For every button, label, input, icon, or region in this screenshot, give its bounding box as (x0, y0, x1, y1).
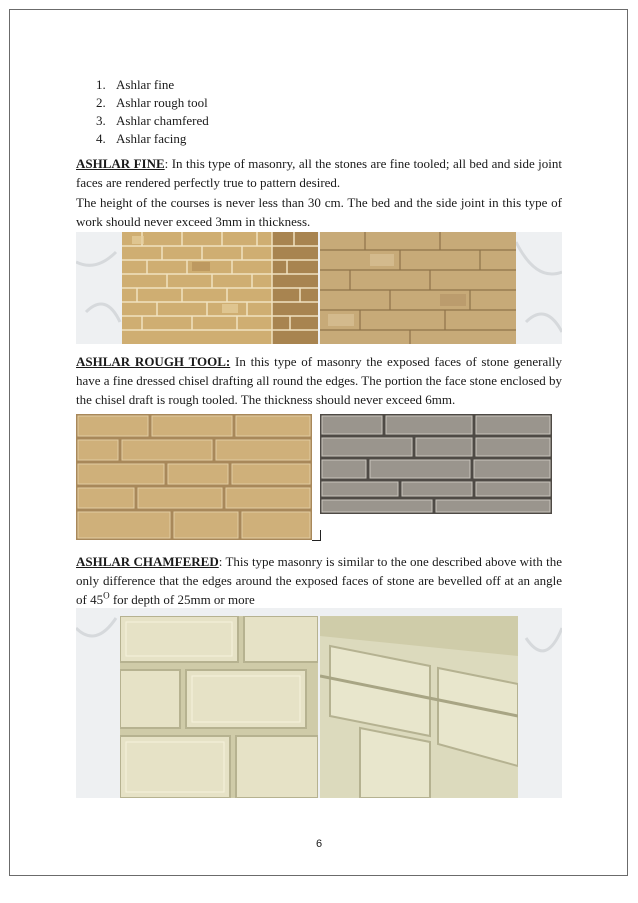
list-text: Ashlar facing (116, 131, 187, 146)
ashlar-rough-tool-photo-grey (320, 414, 552, 514)
list-text: Ashlar fine (116, 77, 175, 92)
list-number: 3. (96, 113, 106, 128)
ashlar-type-list (96, 76, 209, 148)
ashlar-chamfered-text-end: for depth of 25mm or more (109, 592, 255, 607)
ashlar-chamfered-image-band (76, 608, 562, 798)
list-number: 4. (96, 131, 106, 146)
list-number: 2. (96, 95, 106, 110)
degree-superscript: O (103, 590, 110, 601)
list-item (96, 94, 209, 112)
ashlar-fine-text: : In this type of masonry, all the stones are fine tooled; all bed and side joint faces are rendered perfectly true to pattern desired. (76, 156, 562, 190)
ashlar-fine-paragraph-2 (76, 193, 562, 231)
list-item (96, 112, 209, 130)
image-anchor-mark (312, 530, 321, 541)
ashlar-fine-image-band (76, 232, 562, 344)
ashlar-rough-tool-text: In this type of masonry the exposed faces of stone generally have a fine dressed chisel drafting all round the edges. The portion the face stone enclosed by the chisel draft is rough tooled. The thickness should never exceed 6mm. (76, 354, 563, 407)
ashlar-rough-tool-paragraph (76, 352, 562, 409)
ashlar-fine-photo-wall (320, 232, 516, 344)
ashlar-fine-photo-corner (122, 232, 318, 344)
ashlar-fine-text-2: The height of the courses is never less than 30 cm. The bed and the side joint in this type of work should never exceed 3mm in thickness. (76, 195, 562, 229)
ashlar-chamfered-photo-angle (320, 616, 518, 798)
ashlar-rough-tool-heading: ASHLAR ROUGH TOOL: (76, 354, 231, 369)
ashlar-chamfered-text: : This type masonry is similar to the one described above with the only difference that the edges around the exposed faces of stone are bevelled off at an angle of 45 (76, 554, 562, 607)
ashlar-chamfered-heading: ASHLAR CHAMFERED (76, 554, 219, 569)
list-item (96, 76, 209, 94)
ashlar-chamfered-photo-front (120, 616, 318, 798)
ashlar-rough-tool-photo-sandstone (76, 414, 312, 540)
ashlar-chamfered-paragraph (76, 552, 562, 609)
list-text: Ashlar chamfered (116, 113, 209, 128)
ashlar-fine-paragraph (76, 154, 562, 192)
list-item (96, 130, 209, 148)
list-text: Ashlar rough tool (116, 95, 208, 110)
list-number: 1. (96, 77, 106, 92)
ashlar-fine-heading: ASHLAR FINE (76, 156, 165, 171)
page-number: 6 (315, 838, 323, 850)
